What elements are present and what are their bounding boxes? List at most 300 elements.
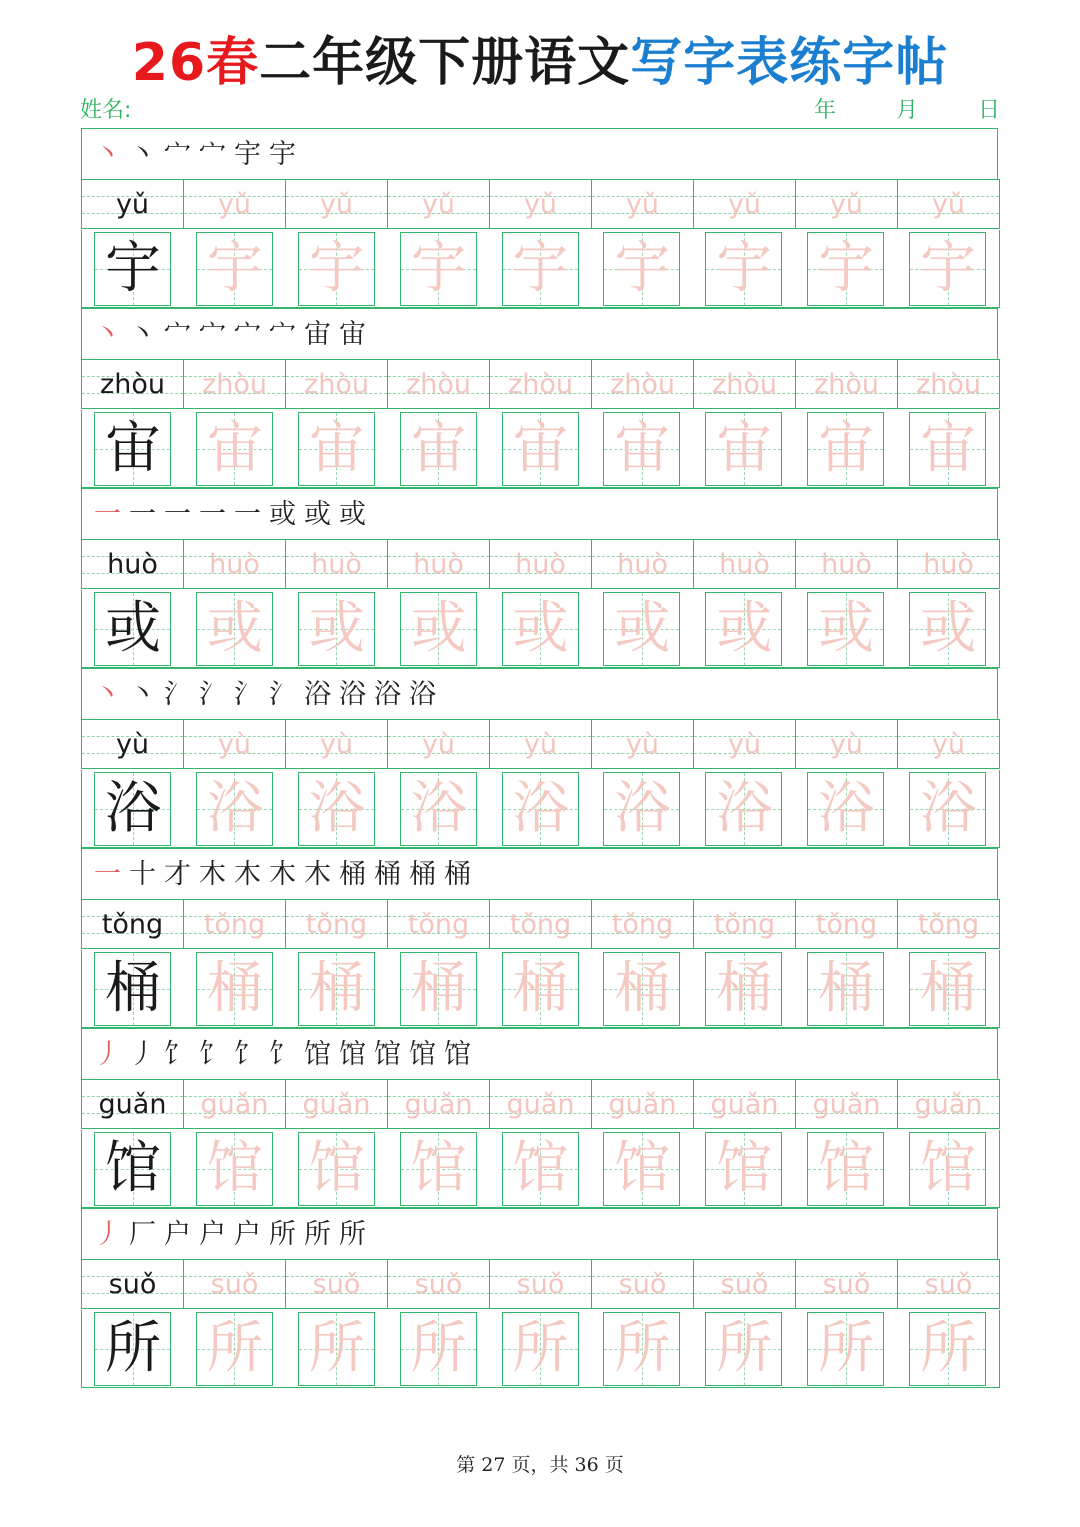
char-group bbox=[81, 128, 1000, 308]
character-trace-cell[interactable] bbox=[184, 950, 286, 1027]
character-trace-cell[interactable] bbox=[388, 1310, 490, 1387]
pinyin-trace-cell[interactable] bbox=[183, 899, 285, 949]
character-glyph: 宇 bbox=[206, 235, 263, 301]
pinyin-trace-cell[interactable] bbox=[897, 359, 1000, 409]
pinyin-model bbox=[81, 359, 183, 409]
stroke-step: 宙 bbox=[304, 318, 331, 350]
pinyin-trace-cell[interactable] bbox=[693, 1259, 795, 1309]
stroke-step: 丿 bbox=[94, 1038, 121, 1070]
char-group bbox=[81, 1028, 1000, 1208]
character-trace-cell[interactable] bbox=[795, 410, 897, 487]
stroke-step: 宀 bbox=[234, 318, 261, 350]
character-glyph: 宙 bbox=[716, 415, 773, 481]
character-row bbox=[81, 950, 1000, 1028]
pinyin-trace-cell[interactable] bbox=[591, 1079, 693, 1129]
character-trace-cell[interactable] bbox=[388, 590, 490, 667]
character-glyph: 馆 bbox=[104, 1135, 161, 1201]
pinyin-text: huò bbox=[923, 548, 974, 580]
stroke-step: 丶 bbox=[94, 678, 121, 710]
pinyin-text: tǒng bbox=[917, 908, 980, 940]
character-glyph: 馆 bbox=[614, 1135, 671, 1201]
pinyin-text: huò bbox=[209, 548, 260, 580]
pinyin-trace-cell[interactable] bbox=[183, 1259, 285, 1309]
pinyin-row bbox=[81, 1259, 1000, 1310]
character-trace-cell[interactable] bbox=[591, 770, 693, 847]
pinyin-row bbox=[81, 179, 1000, 230]
pinyin-trace-cell[interactable] bbox=[387, 1079, 489, 1129]
pinyin-trace-cell[interactable] bbox=[285, 1259, 387, 1309]
stroke-step: 氵 bbox=[164, 678, 191, 710]
pinyin-text: suǒ bbox=[822, 1268, 871, 1300]
pinyin-trace-cell[interactable] bbox=[897, 719, 1000, 769]
pinyin-trace-cell[interactable] bbox=[897, 179, 1000, 229]
character-trace-cell[interactable] bbox=[795, 230, 897, 307]
pinyin-text: guǎn bbox=[710, 1088, 779, 1120]
name-label: 姓名: bbox=[80, 98, 132, 123]
character-glyph: 馆 bbox=[818, 1135, 875, 1201]
pinyin-text: guǎn bbox=[404, 1088, 473, 1120]
pinyin-trace-cell[interactable] bbox=[183, 179, 285, 229]
pinyin-trace-cell[interactable] bbox=[795, 719, 897, 769]
character-glyph: 浴 bbox=[716, 775, 773, 841]
character-trace-cell[interactable] bbox=[693, 230, 795, 307]
pinyin-trace-cell[interactable] bbox=[591, 539, 693, 589]
character-glyph: 浴 bbox=[920, 775, 977, 841]
character-trace-cell[interactable] bbox=[591, 230, 693, 307]
pinyin-model bbox=[81, 539, 183, 589]
character-glyph: 桶 bbox=[716, 955, 773, 1021]
character-glyph: 宙 bbox=[410, 415, 467, 481]
pinyin-trace-cell[interactable] bbox=[795, 1079, 897, 1129]
character-glyph: 宙 bbox=[206, 415, 263, 481]
character-trace-cell[interactable] bbox=[795, 1130, 897, 1207]
stroke-step: 户 bbox=[199, 1218, 226, 1250]
stroke-step: 桶 bbox=[444, 858, 471, 890]
pinyin-trace-cell[interactable] bbox=[387, 539, 489, 589]
character-glyph: 馆 bbox=[206, 1135, 263, 1201]
character-trace-cell[interactable] bbox=[184, 230, 286, 307]
pinyin-text: guǎn bbox=[200, 1088, 269, 1120]
pinyin-text: suǒ bbox=[210, 1268, 259, 1300]
character-trace-cell[interactable] bbox=[286, 770, 388, 847]
pinyin-text: yù bbox=[931, 728, 966, 760]
stroke-step: 或 bbox=[339, 498, 366, 530]
pinyin-text: huò bbox=[413, 548, 464, 580]
character-trace-cell[interactable] bbox=[897, 1130, 999, 1207]
pinyin-model bbox=[81, 1079, 183, 1129]
character-glyph: 宙 bbox=[512, 415, 569, 481]
stroke-step: 馆 bbox=[444, 1038, 471, 1070]
pinyin-trace-cell[interactable] bbox=[591, 179, 693, 229]
character-glyph: 桶 bbox=[410, 955, 467, 1021]
character-trace-cell[interactable] bbox=[286, 590, 388, 667]
character-trace-cell[interactable] bbox=[693, 950, 795, 1027]
character-model bbox=[82, 590, 184, 667]
char-group bbox=[81, 308, 1000, 488]
pinyin-trace-cell[interactable] bbox=[489, 359, 591, 409]
character-trace-cell[interactable] bbox=[795, 950, 897, 1027]
pinyin-trace-cell[interactable] bbox=[591, 359, 693, 409]
pinyin-text: guǎn bbox=[914, 1088, 983, 1120]
pinyin-text: suǒ bbox=[516, 1268, 565, 1300]
character-trace-cell[interactable] bbox=[693, 410, 795, 487]
character-trace-cell[interactable] bbox=[388, 770, 490, 847]
stroke-step: 宀 bbox=[164, 138, 191, 170]
pinyin-text: huò bbox=[719, 548, 770, 580]
character-glyph: 或 bbox=[410, 595, 467, 661]
pinyin-text: huò bbox=[515, 548, 566, 580]
stroke-step: 饣 bbox=[269, 1038, 296, 1070]
stroke-step: 木 bbox=[234, 858, 261, 890]
pinyin-trace-cell[interactable] bbox=[285, 359, 387, 409]
pinyin-trace-cell[interactable] bbox=[387, 899, 489, 949]
pinyin-text: yǔ bbox=[421, 188, 456, 220]
character-glyph: 桶 bbox=[206, 955, 263, 1021]
character-trace-cell[interactable] bbox=[286, 1130, 388, 1207]
pinyin-trace-cell[interactable] bbox=[183, 539, 285, 589]
character-trace-cell[interactable] bbox=[591, 590, 693, 667]
character-trace-cell[interactable] bbox=[286, 410, 388, 487]
character-glyph: 所 bbox=[716, 1315, 773, 1381]
pinyin-text: yù bbox=[829, 728, 864, 760]
character-model bbox=[82, 770, 184, 847]
pinyin-text: yǔ bbox=[625, 188, 660, 220]
character-glyph: 浴 bbox=[818, 775, 875, 841]
pinyin-trace-cell[interactable] bbox=[285, 899, 387, 949]
pinyin-trace-cell[interactable] bbox=[693, 899, 795, 949]
stroke-order-row bbox=[81, 308, 998, 359]
stroke-step: 木 bbox=[304, 858, 331, 890]
pinyin-trace-cell[interactable] bbox=[693, 719, 795, 769]
pinyin-trace-cell[interactable] bbox=[387, 719, 489, 769]
stroke-step: 丶 bbox=[129, 138, 156, 170]
stroke-step: 饣 bbox=[199, 1038, 226, 1070]
pinyin-trace-cell[interactable] bbox=[591, 1259, 693, 1309]
date-month-label: 月 bbox=[895, 98, 918, 123]
stroke-step: 浴 bbox=[409, 678, 436, 710]
character-trace-cell[interactable] bbox=[591, 410, 693, 487]
pinyin-text: tǒng bbox=[407, 908, 470, 940]
character-trace-cell[interactable] bbox=[591, 950, 693, 1027]
practice-sheet bbox=[81, 128, 1000, 1388]
pinyin-trace-cell[interactable] bbox=[489, 719, 591, 769]
character-trace-cell[interactable] bbox=[490, 950, 592, 1027]
pinyin-text: yù bbox=[319, 728, 354, 760]
character-trace-cell[interactable] bbox=[693, 590, 795, 667]
character-glyph: 馆 bbox=[716, 1135, 773, 1201]
character-trace-cell[interactable] bbox=[490, 1310, 592, 1387]
stroke-step: 户 bbox=[164, 1218, 191, 1250]
character-glyph: 浴 bbox=[614, 775, 671, 841]
character-glyph: 所 bbox=[104, 1315, 161, 1381]
stroke-step: 氵 bbox=[269, 678, 296, 710]
pinyin-trace-cell[interactable] bbox=[387, 359, 489, 409]
character-model bbox=[82, 950, 184, 1027]
stroke-step: 所 bbox=[339, 1218, 366, 1250]
pinyin-text: suǒ bbox=[924, 1268, 973, 1300]
stroke-step: 浴 bbox=[374, 678, 401, 710]
date-year-label: 年 bbox=[813, 98, 836, 123]
stroke-step: 丶 bbox=[94, 138, 121, 170]
pinyin-text: tǒng bbox=[203, 908, 266, 940]
pinyin-trace-cell[interactable] bbox=[795, 359, 897, 409]
pinyin-text: zhòu bbox=[712, 368, 777, 400]
character-model bbox=[82, 1130, 184, 1207]
pinyin-text: zhòu bbox=[508, 368, 573, 400]
pinyin-trace-cell[interactable] bbox=[183, 719, 285, 769]
pinyin-text: suǒ bbox=[414, 1268, 463, 1300]
pinyin-model bbox=[81, 179, 183, 229]
character-trace-cell[interactable] bbox=[795, 590, 897, 667]
pinyin-text: yǔ bbox=[217, 188, 252, 220]
character-glyph: 桶 bbox=[920, 955, 977, 1021]
stroke-order-row bbox=[81, 128, 998, 179]
character-glyph: 所 bbox=[512, 1315, 569, 1381]
pinyin-trace-cell[interactable] bbox=[285, 1079, 387, 1129]
pinyin-trace-cell[interactable] bbox=[897, 1259, 1000, 1309]
character-trace-cell[interactable] bbox=[897, 950, 999, 1027]
character-trace-cell[interactable] bbox=[490, 590, 592, 667]
character-trace-cell[interactable] bbox=[795, 770, 897, 847]
pinyin-text: huò bbox=[821, 548, 872, 580]
character-trace-cell[interactable] bbox=[490, 1130, 592, 1207]
page-number: 第 27 页，共 36 页 bbox=[456, 1454, 624, 1476]
character-glyph: 所 bbox=[410, 1315, 467, 1381]
character-glyph: 宇 bbox=[512, 235, 569, 301]
character-row bbox=[81, 590, 1000, 668]
stroke-order-row bbox=[81, 668, 998, 719]
pinyin-trace-cell[interactable] bbox=[489, 539, 591, 589]
stroke-step: 丶 bbox=[129, 318, 156, 350]
pinyin-text: zhòu bbox=[916, 368, 981, 400]
pinyin-trace-cell[interactable] bbox=[387, 1259, 489, 1309]
stroke-step: 木 bbox=[269, 858, 296, 890]
character-glyph: 宙 bbox=[104, 415, 161, 481]
character-glyph: 宇 bbox=[104, 235, 161, 301]
character-glyph: 桶 bbox=[308, 955, 365, 1021]
character-trace-cell[interactable] bbox=[490, 410, 592, 487]
character-trace-cell[interactable] bbox=[286, 230, 388, 307]
character-glyph: 桶 bbox=[104, 955, 161, 1021]
pinyin-trace-cell[interactable] bbox=[183, 359, 285, 409]
stroke-step: 一 bbox=[234, 498, 261, 530]
stroke-step: 宀 bbox=[199, 318, 226, 350]
stroke-step: 丶 bbox=[129, 678, 156, 710]
pinyin-text: tǒng bbox=[509, 908, 572, 940]
pinyin-model bbox=[81, 719, 183, 769]
stroke-step: 一 bbox=[94, 498, 121, 530]
stroke-step: 饣 bbox=[234, 1038, 261, 1070]
pinyin-text: tǒng bbox=[101, 908, 164, 940]
pinyin-trace-cell[interactable] bbox=[591, 719, 693, 769]
date-day-label: 日 bbox=[977, 98, 1000, 123]
pinyin-text: suǒ bbox=[618, 1268, 667, 1300]
pinyin-trace-cell[interactable] bbox=[693, 539, 795, 589]
pinyin-trace-cell[interactable] bbox=[795, 179, 897, 229]
character-trace-cell[interactable] bbox=[897, 770, 999, 847]
character-glyph: 或 bbox=[104, 595, 161, 661]
pinyin-trace-cell[interactable] bbox=[897, 539, 1000, 589]
pinyin-text: yǔ bbox=[319, 188, 354, 220]
stroke-step: 宀 bbox=[269, 318, 296, 350]
character-trace-cell[interactable] bbox=[897, 410, 999, 487]
pinyin-text: guǎn bbox=[608, 1088, 677, 1120]
title-suffix: 写字表练字帖 bbox=[630, 33, 949, 93]
pinyin-row bbox=[81, 719, 1000, 770]
character-trace-cell[interactable] bbox=[388, 410, 490, 487]
character-glyph: 宇 bbox=[614, 235, 671, 301]
pinyin-text: yǔ bbox=[727, 188, 762, 220]
character-glyph: 馆 bbox=[410, 1135, 467, 1201]
stroke-step: 木 bbox=[199, 858, 226, 890]
character-glyph: 桶 bbox=[818, 955, 875, 1021]
pinyin-trace-cell[interactable] bbox=[795, 539, 897, 589]
pinyin-trace-cell[interactable] bbox=[285, 719, 387, 769]
character-glyph: 或 bbox=[308, 595, 365, 661]
pinyin-row bbox=[81, 899, 1000, 950]
character-glyph: 所 bbox=[818, 1315, 875, 1381]
character-trace-cell[interactable] bbox=[693, 770, 795, 847]
stroke-step: 丿 bbox=[129, 1038, 156, 1070]
stroke-step: 才 bbox=[164, 858, 191, 890]
character-trace-cell[interactable] bbox=[184, 590, 286, 667]
pinyin-trace-cell[interactable] bbox=[591, 899, 693, 949]
character-glyph: 宇 bbox=[410, 235, 467, 301]
pinyin-text: guǎn bbox=[98, 1088, 167, 1120]
pinyin-trace-cell[interactable] bbox=[285, 539, 387, 589]
pinyin-row bbox=[81, 359, 1000, 410]
title-middle: 二年级下册语文 bbox=[259, 33, 631, 93]
char-group bbox=[81, 668, 1000, 848]
character-row bbox=[81, 230, 1000, 308]
stroke-step: 所 bbox=[269, 1218, 296, 1250]
character-trace-cell[interactable] bbox=[795, 1310, 897, 1387]
character-glyph: 宇 bbox=[920, 235, 977, 301]
stroke-step: 馆 bbox=[304, 1038, 331, 1070]
character-trace-cell[interactable] bbox=[388, 230, 490, 307]
character-glyph: 浴 bbox=[206, 775, 263, 841]
character-trace-cell[interactable] bbox=[388, 1130, 490, 1207]
character-row bbox=[81, 1130, 1000, 1208]
character-trace-cell[interactable] bbox=[897, 1310, 999, 1387]
character-glyph: 或 bbox=[614, 595, 671, 661]
pinyin-trace-cell[interactable] bbox=[489, 179, 591, 229]
character-model bbox=[82, 230, 184, 307]
character-trace-cell[interactable] bbox=[286, 950, 388, 1027]
pinyin-text: tǒng bbox=[611, 908, 674, 940]
pinyin-text: yù bbox=[523, 728, 558, 760]
stroke-step: 桶 bbox=[374, 858, 401, 890]
character-glyph: 所 bbox=[308, 1315, 365, 1381]
pinyin-row bbox=[81, 539, 1000, 590]
character-trace-cell[interactable] bbox=[184, 410, 286, 487]
page-title bbox=[0, 28, 1080, 98]
character-trace-cell[interactable] bbox=[693, 1130, 795, 1207]
character-glyph: 浴 bbox=[308, 775, 365, 841]
stroke-step: 宇 bbox=[269, 138, 296, 170]
stroke-step: 宀 bbox=[164, 318, 191, 350]
pinyin-trace-cell[interactable] bbox=[489, 1259, 591, 1309]
character-trace-cell[interactable] bbox=[693, 1310, 795, 1387]
pinyin-text: guǎn bbox=[506, 1088, 575, 1120]
title-prefix: 26春 bbox=[131, 33, 260, 93]
pinyin-trace-cell[interactable] bbox=[489, 1079, 591, 1129]
pinyin-text: guǎn bbox=[812, 1088, 881, 1120]
pinyin-text: yǔ bbox=[115, 188, 150, 220]
stroke-step: 宇 bbox=[234, 138, 261, 170]
char-group bbox=[81, 1208, 1000, 1388]
stroke-step: 馆 bbox=[339, 1038, 366, 1070]
character-trace-cell[interactable] bbox=[286, 1310, 388, 1387]
character-glyph: 宙 bbox=[818, 415, 875, 481]
stroke-step: 或 bbox=[304, 498, 331, 530]
stroke-step: 一 bbox=[129, 498, 156, 530]
pinyin-row bbox=[81, 1079, 1000, 1130]
pinyin-text: guǎn bbox=[302, 1088, 371, 1120]
pinyin-trace-cell[interactable] bbox=[795, 899, 897, 949]
character-trace-cell[interactable] bbox=[897, 230, 999, 307]
char-group bbox=[81, 848, 1000, 1028]
pinyin-text: yù bbox=[625, 728, 660, 760]
character-model bbox=[82, 410, 184, 487]
stroke-step: 宙 bbox=[339, 318, 366, 350]
character-trace-cell[interactable] bbox=[490, 230, 592, 307]
character-trace-cell[interactable] bbox=[897, 590, 999, 667]
character-glyph: 桶 bbox=[512, 955, 569, 1021]
character-trace-cell[interactable] bbox=[388, 950, 490, 1027]
char-group bbox=[81, 488, 1000, 668]
character-glyph: 馆 bbox=[512, 1135, 569, 1201]
character-trace-cell[interactable] bbox=[490, 770, 592, 847]
character-glyph: 馆 bbox=[920, 1135, 977, 1201]
pinyin-text: yù bbox=[727, 728, 762, 760]
character-trace-cell[interactable] bbox=[591, 1310, 693, 1387]
character-glyph: 所 bbox=[614, 1315, 671, 1381]
pinyin-text: zhòu bbox=[814, 368, 879, 400]
pinyin-text: suǒ bbox=[720, 1268, 769, 1300]
character-glyph: 或 bbox=[206, 595, 263, 661]
pinyin-text: yù bbox=[115, 728, 150, 760]
character-trace-cell[interactable] bbox=[184, 1310, 286, 1387]
pinyin-trace-cell[interactable] bbox=[489, 899, 591, 949]
stroke-step: 饣 bbox=[164, 1038, 191, 1070]
pinyin-text: suǒ bbox=[108, 1268, 157, 1300]
character-trace-cell[interactable] bbox=[591, 1130, 693, 1207]
pinyin-text: huò bbox=[107, 548, 158, 580]
character-row bbox=[81, 770, 1000, 848]
character-glyph: 浴 bbox=[512, 775, 569, 841]
character-row bbox=[81, 410, 1000, 488]
pinyin-trace-cell[interactable] bbox=[387, 179, 489, 229]
stroke-step: 氵 bbox=[199, 678, 226, 710]
pinyin-trace-cell[interactable] bbox=[897, 899, 1000, 949]
character-trace-cell[interactable] bbox=[184, 770, 286, 847]
stroke-step: 十 bbox=[129, 858, 156, 890]
pinyin-text: tǒng bbox=[713, 908, 776, 940]
character-glyph: 宙 bbox=[308, 415, 365, 481]
pinyin-trace-cell[interactable] bbox=[693, 359, 795, 409]
character-trace-cell[interactable] bbox=[184, 1130, 286, 1207]
stroke-step: 浴 bbox=[339, 678, 366, 710]
character-glyph: 所 bbox=[206, 1315, 263, 1381]
pinyin-trace-cell[interactable] bbox=[897, 1079, 1000, 1129]
pinyin-trace-cell[interactable] bbox=[183, 1079, 285, 1129]
pinyin-trace-cell[interactable] bbox=[795, 1259, 897, 1309]
pinyin-trace-cell[interactable] bbox=[693, 1079, 795, 1129]
pinyin-trace-cell[interactable] bbox=[693, 179, 795, 229]
pinyin-trace-cell[interactable] bbox=[285, 179, 387, 229]
pinyin-text: yǔ bbox=[931, 188, 966, 220]
